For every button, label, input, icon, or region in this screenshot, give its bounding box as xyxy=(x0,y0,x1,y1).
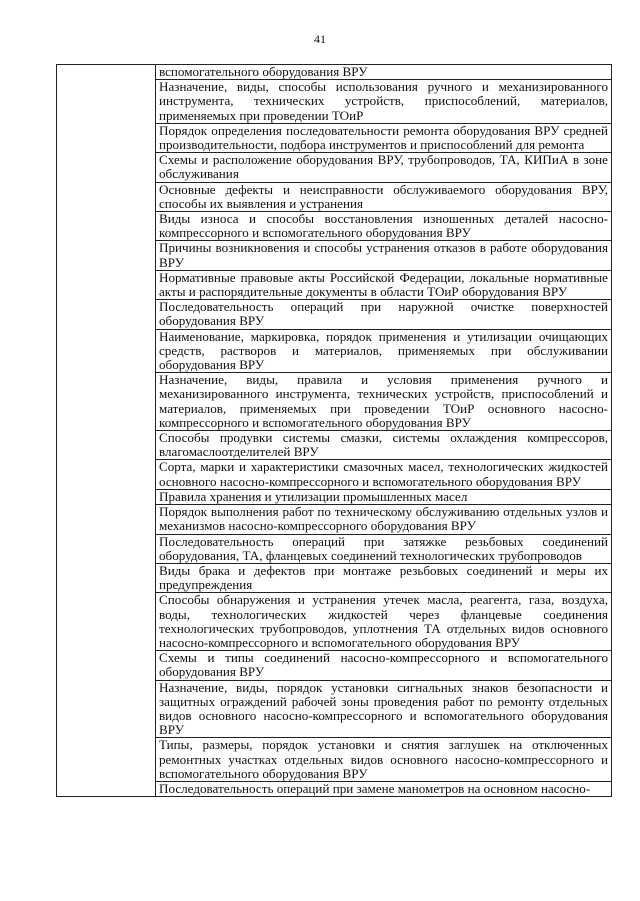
table-cell: Назначение, виды, способы использования ручного и механизированного инструмента, технических устройств, приспособлений, материалов, применяемых при проведении ТОиР xyxy=(156,80,612,124)
table-cell: Виды износа и способы восстановления изношенных деталей насосно-компрессорного и вспомогательного оборудования ВРУ xyxy=(156,212,612,241)
table-cell: Схемы и расположение оборудования ВРУ, трубопроводов, ТА, КИПиА в зоне обслуживания xyxy=(156,153,612,182)
page-number: 41 xyxy=(314,32,326,46)
table-cell: Последовательность операций при замене манометров на основном насосно- xyxy=(156,781,612,796)
table-cell: Схемы и типы соединений насосно-компрессорного и вспомогательного оборудования ВРУ xyxy=(156,651,612,680)
table-cell: Последовательность операций при затяжке резьбовых соединений оборудования, ТА, фланцевых соединений технологических трубопроводов xyxy=(156,534,612,563)
merged-left-cell xyxy=(57,65,156,797)
table-cell: Нормативные правовые акты Российской Федерации, локальные нормативные акты и распорядительные документы в области ТОиР оборудования ВРУ xyxy=(156,270,612,299)
table-cell: Порядок определения последовательности ремонта оборудования ВРУ средней производительности, подбора инструментов и приспособлений для ремонта xyxy=(156,123,612,152)
table-cell: Последовательность операций при наружной очистке поверхностей оборудования ВРУ xyxy=(156,300,612,329)
table-cell: Сорта, марки и характеристики смазочных масел, технологических жидкостей основного насосно-компрессорного и вспомогательного оборудования ВРУ xyxy=(156,460,612,489)
table-cell: Виды брака и дефектов при монтаже резьбовых соединений и меры их предупреждения xyxy=(156,563,612,592)
table-cell: Назначение, виды, правила и условия применения ручного и механизированного инструмента, технических устройств, приспособлений и материалов, применяемых при проведении ТОиР основного насосно-компрессорного и вспомогательного оборудования ВРУ xyxy=(156,373,612,431)
table-cell: Способы обнаружения и устранения утечек масла, реагента, газа, воздуха, воды, технологических жидкостей через фланцевые соединения технологических трубопроводов, уплотнения ТА отдельных видов основного насосно-компрессорного и вспомогательного оборудования ВРУ xyxy=(156,593,612,651)
table-row xyxy=(57,65,612,80)
table-cell: вспомогательного оборудования ВРУ xyxy=(156,65,612,80)
table-cell: Типы, размеры, порядок установки и снятия заглушек на отключенных ремонтных участках отдельных видов основного насосно-компрессорного и вспомогательного оборудования ВРУ xyxy=(156,738,612,782)
table-cell: Причины возникновения и способы устранения отказов в работе оборудования ВРУ xyxy=(156,241,612,270)
table-cell: Назначение, виды, порядок установки сигнальных знаков безопасности и защитных ограждений рабочей зоны проведения работ по ремонту отдельных видов основного насосно-компрессорного и вспомогательного оборудования ВРУ xyxy=(156,680,612,738)
table-cell: Наименование, маркировка, порядок применения и утилизации очищающих средств, растворов и материалов, применяемых при обслуживании оборудования ВРУ xyxy=(156,329,612,373)
table-cell: Порядок выполнения работ по техническому обслуживанию отдельных узлов и механизмов насосно-компрессорного оборудования ВРУ xyxy=(156,505,612,534)
table-cell: Способы продувки системы смазки, системы охлаждения компрессоров, влагомаслоотделителей ВРУ xyxy=(156,431,612,460)
knowledge-requirements-table xyxy=(56,64,612,797)
table-cell: Основные дефекты и неисправности обслуживаемого оборудования ВРУ, способы их выявления и устранения xyxy=(156,182,612,211)
table-cell: Правила хранения и утилизации промышленных масел xyxy=(156,489,612,504)
